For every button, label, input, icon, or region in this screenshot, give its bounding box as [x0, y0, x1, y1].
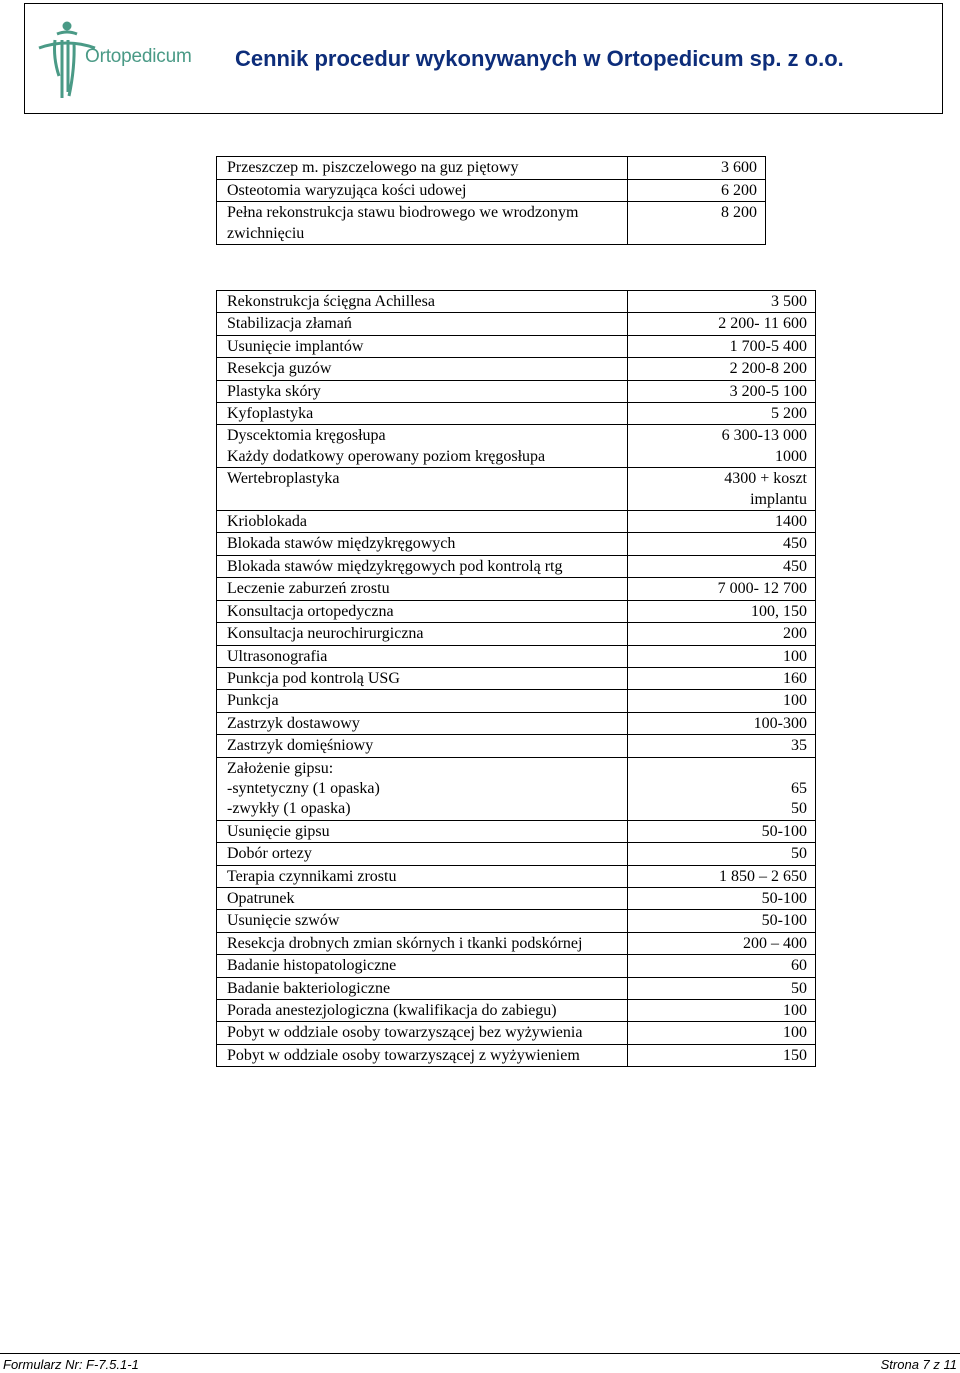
- procedure-price: 50-100: [628, 820, 816, 842]
- procedure-name: Leczenie zaburzeń zrostu: [217, 578, 628, 600]
- table-row: [217, 1000, 816, 1022]
- procedure-price: [628, 425, 816, 468]
- procedure-price-line: 6 300-13 000: [721, 427, 807, 445]
- table-row: [217, 1022, 816, 1044]
- table-row: [217, 511, 816, 533]
- procedure-price: 150: [628, 1044, 816, 1066]
- procedure-price: 60: [628, 955, 816, 977]
- form-number: Formularz Nr: F-7.5.1-1: [3, 1357, 139, 1372]
- procedure-name-line: Każdy dodatkowy operowany poziom kręgosłupa: [227, 447, 546, 465]
- table-row: [217, 977, 816, 999]
- procedure-name: [217, 757, 628, 820]
- procedure-name: Usunięcie gipsu: [217, 820, 628, 842]
- table-row: [217, 910, 816, 932]
- procedure-name: Rekonstrukcja ścięgna Achillesa: [217, 291, 628, 313]
- procedure-name: Konsultacja neurochirurgiczna: [217, 623, 628, 645]
- procedure-price: 8 200: [628, 202, 766, 245]
- procedure-name: Krioblokada: [217, 511, 628, 533]
- table-row: [217, 735, 816, 757]
- procedure-price: 100: [628, 645, 816, 667]
- procedure-name: Wertebroplastyka: [217, 468, 628, 511]
- procedure-name: Dobór ortezy: [217, 843, 628, 865]
- procedure-name-line: Założenie gipsu:: [227, 759, 334, 777]
- table-row: [217, 865, 816, 887]
- procedure-price: 35: [628, 735, 816, 757]
- procedure-price-line: 1000: [775, 447, 807, 465]
- table-row: [217, 380, 816, 402]
- table-row: [217, 157, 766, 180]
- table-row: [217, 403, 816, 425]
- table-row: [217, 667, 816, 689]
- table-row: [217, 1044, 816, 1066]
- procedure-name: Resekcja drobnych zmian skórnych i tkanki podskórnej: [217, 932, 628, 954]
- table-row: [217, 555, 816, 577]
- procedure-price: 7 000- 12 700: [628, 578, 816, 600]
- procedure-name: Konsultacja ortopedyczna: [217, 600, 628, 622]
- procedure-price: 1400: [628, 511, 816, 533]
- procedure-name-line: -zwykły (1 opaska): [227, 800, 351, 818]
- table-row: [217, 533, 816, 555]
- table-row: [217, 425, 816, 468]
- procedure-price: 3 600: [628, 157, 766, 180]
- procedure-name: Badanie histopatologiczne: [217, 955, 628, 977]
- procedure-price: 4300 + koszt implantu: [628, 468, 816, 511]
- procedure-price: 50: [628, 843, 816, 865]
- procedure-price: [628, 757, 816, 820]
- table-row: [217, 202, 766, 245]
- procedure-price: 160: [628, 667, 816, 689]
- procedure-price: 200: [628, 623, 816, 645]
- procedure-name: Ultrasonografia: [217, 645, 628, 667]
- table-row: [217, 757, 816, 820]
- procedure-price-line: 65: [791, 779, 807, 797]
- procedure-price: 6 200: [628, 179, 766, 202]
- table-row: [217, 623, 816, 645]
- logo-text: Ortopedicum: [85, 46, 192, 67]
- table-row: [217, 843, 816, 865]
- procedure-price: 100-300: [628, 712, 816, 734]
- table-row: [217, 820, 816, 842]
- procedure-name: Usunięcie implantów: [217, 335, 628, 357]
- procedure-price: 2 200- 11 600: [628, 313, 816, 335]
- document-header: [24, 3, 943, 114]
- procedure-name: Pobyt w oddziale osoby towarzyszącej bez wyżywienia: [217, 1022, 628, 1044]
- table-row: [217, 335, 816, 357]
- procedure-name: Osteotomia waryzująca kości udowej: [217, 179, 628, 202]
- procedure-name: Pełna rekonstrukcja stawu biodrowego we wrodzonym zwichnięciu: [217, 202, 628, 245]
- procedure-name: Punkcja: [217, 690, 628, 712]
- procedure-price: 1 700-5 400: [628, 335, 816, 357]
- procedure-name: Usunięcie szwów: [217, 910, 628, 932]
- table-row: [217, 578, 816, 600]
- table-row: [217, 468, 816, 511]
- price-table-1: [216, 156, 766, 245]
- procedure-price: 2 200-8 200: [628, 358, 816, 380]
- page-footer: [0, 1353, 960, 1373]
- procedure-name: Terapia czynnikami zrostu: [217, 865, 628, 887]
- procedure-name: Punkcja pod kontrolą USG: [217, 667, 628, 689]
- table-row: [217, 600, 816, 622]
- procedure-name: Zastrzyk domięśniowy: [217, 735, 628, 757]
- procedure-price: 3 200-5 100: [628, 380, 816, 402]
- procedure-name: Plastyka skóry: [217, 380, 628, 402]
- procedure-price: 450: [628, 533, 816, 555]
- procedure-name: Kyfoplastyka: [217, 403, 628, 425]
- procedure-name-line: Dyscektomia kręgosłupa: [227, 427, 386, 445]
- procedure-price: 5 200: [628, 403, 816, 425]
- procedure-name: [217, 425, 628, 468]
- price-table-2: [216, 290, 816, 1067]
- procedure-name: Opatrunek: [217, 887, 628, 909]
- procedure-name: Badanie bakteriologiczne: [217, 977, 628, 999]
- table-row: [217, 358, 816, 380]
- procedure-price: 3 500: [628, 291, 816, 313]
- procedure-name: Resekcja guzów: [217, 358, 628, 380]
- procedure-name: Stabilizacja złamań: [217, 313, 628, 335]
- procedure-name: Zastrzyk dostawowy: [217, 712, 628, 734]
- procedure-price: 100: [628, 1000, 816, 1022]
- table-row: [217, 932, 816, 954]
- procedure-price: 50-100: [628, 910, 816, 932]
- procedure-price: 450: [628, 555, 816, 577]
- procedure-name: Porada anestezjologiczna (kwalifikacja do zabiegu): [217, 1000, 628, 1022]
- procedure-price: 50-100: [628, 887, 816, 909]
- procedure-name: Przeszczep m. piszczelowego na guz piętowy: [217, 157, 628, 180]
- procedure-name: Blokada stawów międzykręgowych pod kontrolą rtg: [217, 555, 628, 577]
- table-row: [217, 690, 816, 712]
- table-row: [217, 645, 816, 667]
- procedure-name: Pobyt w oddziale osoby towarzyszącej z wyżywieniem: [217, 1044, 628, 1066]
- document-title: Cennik procedur wykonywanych w Ortopedicum sp. z o.o.: [235, 46, 844, 71]
- procedure-price: 1 850 – 2 650: [628, 865, 816, 887]
- procedure-price-line: 50: [791, 800, 807, 818]
- page-number: Strona 7 z 11: [880, 1357, 957, 1372]
- procedure-price: 100: [628, 690, 816, 712]
- table-row: [217, 955, 816, 977]
- table-row: [217, 179, 766, 202]
- table-row: [217, 887, 816, 909]
- procedure-price: 100: [628, 1022, 816, 1044]
- procedure-price: 200 – 400: [628, 932, 816, 954]
- table-row: [217, 313, 816, 335]
- procedure-name-line: -syntetyczny (1 opaska): [227, 779, 380, 797]
- table-row: [217, 712, 816, 734]
- procedure-price: 100, 150: [628, 600, 816, 622]
- table-row: [217, 291, 816, 313]
- procedure-price: 50: [628, 977, 816, 999]
- procedure-name: Blokada stawów międzykręgowych: [217, 533, 628, 555]
